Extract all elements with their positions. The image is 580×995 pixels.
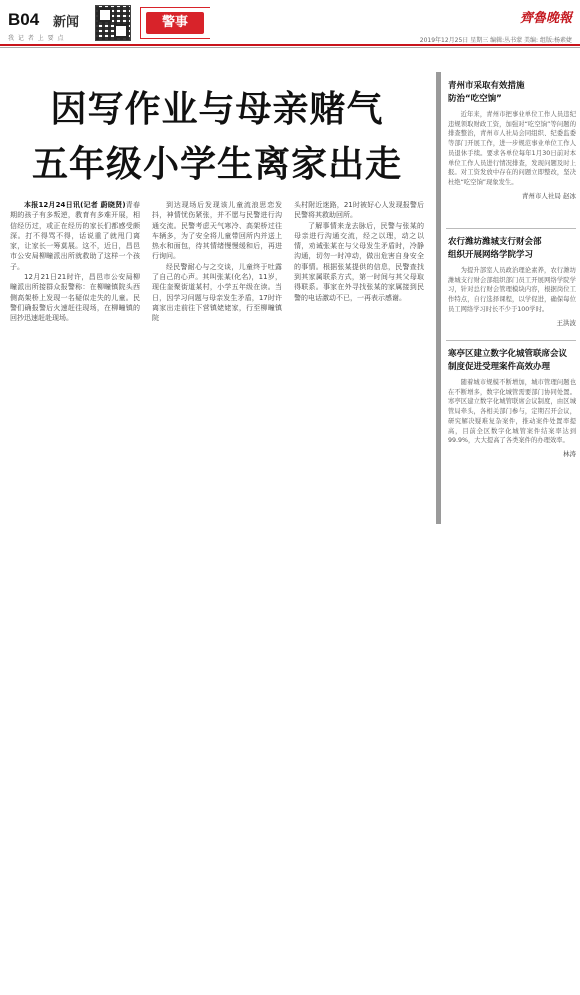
article-lead: 本报12月24日讯(记者 蔚晓贤) [24,201,126,209]
brief-text: 近年来，青州市把事业单位工作人员违纪违规领取财政工资，加强对“吃空饷”等问题的排查整治，青州市人社局会同组织、纪委监委等部门开展工作，进一步规范事业单位工作人员退休手续。要求各单位每年1月30日前对本单位工作人员进行情况排查，发现问题及时上报。对工资发放中存在的问题立即整改，坚决杜绝“吃空饷”现象发生。 [448,111,576,186]
article-column-1 [10,200,140,324]
article-paragraph: 了解事情来龙去脉后，民警与张某的母亲进行沟通交流，经之以理，动之以情，劝诫张某在与父母发生矛盾时，冷静沟通，切勿一时冲动，做出危害自身安全的事情。根据张某提供的信息，民警查找到其家属联系方式，第一时间与其父母取得联系。事家在外寻找张某的家属接到民警的电话激动不已，一再表示感谢。 [294,221,424,302]
headline-line-1: 因写作业与母亲赌气 [50,89,384,130]
brief-title: 农行潍坊潍城支行财会部 组织开展网络学院学习 [448,237,542,260]
brief-text: 随着城市规模不断增加，城市管理问题也在不断增多，数字化城管需要部门协同处置。寒亭区建立数字化城管联席会议制度，由区城管局牵头，各相关部门参与，定期召开会议，研究解决疑难复杂案件，推动案件处置率提高，目前全区数字化城管案件结案率达到99.9%，大大提高了各类案件的办理效率。 [448,379,576,445]
brief-text: 为提升部室人员政治理论素养，农行潍坊潍城支行财会部组织部门员工开展网络学院学习，针对总行财会管理模块内容，根据岗位工作特点，自行选择课程，以学促进，确保每位员工网络学习时长不少于100学时。 [448,267,576,313]
sidebar-brief-1 [448,80,576,200]
qr-code-icon [95,5,131,41]
article-paragraph: 经民警耐心与之交谈，儿童终于吐露了自己的心声。其叫张某(化名)，11岁，现住奎聚街道某村，小学五年级在读。当日，因学习问题与母亲发生矛盾，17时许离家出走前往下营镇姥姥家，行至柳疃镇院 [152,262,282,323]
page-number: B04 [8,10,40,29]
headline-line-2: 五年级小学生离家出走 [31,144,402,185]
edition-meta: 2019年12月25日 星期三 编辑:丛书蒙 美编: 组版:杨素婕 [419,37,572,44]
section-name: 新闻 [53,15,80,30]
section-tag: 警事 [146,12,204,34]
article-paragraph: 青春期的孩子有多叛逆，教育有多难开展，相信经历过，或正在经历的家长们都感受颇深。打不得骂不得，话说重了就甩门离家，让家长一筹莫展。这不，近日，昌邑市公安局柳疃派出所就救助了这样一个孩子。 [10,201,140,271]
brief-byline: 林涛 [563,449,576,458]
sidebar-brief-3 [448,348,576,458]
page-header [0,0,580,46]
brief-title: 寒亭区建立数字化城管联席会议 制度促进受理案件高效办理 [448,349,568,372]
article-column-3 [294,200,424,303]
newspaper-logo: 齊魯晚報 [520,11,573,26]
sidebar-divider [436,72,441,524]
brief-byline: 青州市人社局 赵冰 [521,191,576,200]
article-column-2 [152,200,282,324]
brief-separator [446,340,576,341]
article-paragraph: 12月21日21时许，昌邑市公安局柳疃派出所接群众报警称：在柳疃镇院头西侧高架桥上发现一名疑似走失的儿童。民警们确报警后火速赶往现场，在柳疃镇的回抄迅速赶赴现场。 [10,273,140,323]
article-paragraph: 到达现场后发现该儿童流浪思恋发抖，神情忧伤紧张，并不愿与民警进行沟通交流。民警考虑天气寒冷、高架桥过往车辆多，为了安全将儿童带回所内并送上热水和面包，待其情绪慢慢缓和后，再进行询问。 [152,201,282,261]
brief-byline: 王洪波 [556,318,576,327]
brief-separator [446,228,576,229]
header-rule-thin [0,47,580,48]
article-paragraph: 头村附近迷路，21时被好心人发现报警后民警将其救助回所。 [294,201,424,220]
header-subline: 我 记 者 上 要 点 [8,35,65,42]
header-rule [0,44,580,46]
brief-title: 青州市采取有效措施 防治“吃空饷” [448,81,525,104]
article-body [10,200,430,350]
sidebar-brief-2 [448,236,576,327]
main-headline [8,82,426,192]
